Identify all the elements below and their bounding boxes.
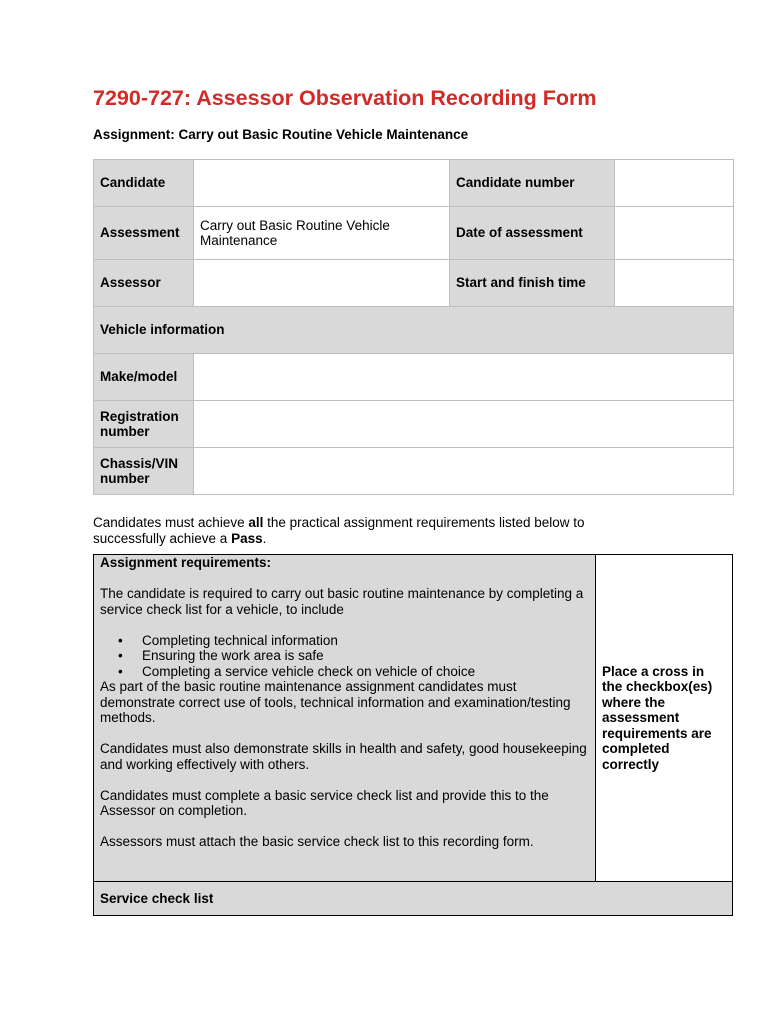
requirements-heading: Assignment requirements: [100,555,272,570]
requirements-paragraph-safety: Candidates must also demonstrate skills in health and safety, good housekeeping and working effectively with others. [100,741,587,772]
date-of-assessment-field[interactable] [615,207,734,260]
assessment-field[interactable]: Carry out Basic Routine Vehicle Maintenance [194,207,450,260]
service-check-list-row [94,881,732,915]
date-of-assessment-label: Date of assessment [450,207,615,260]
pass-criteria-text [93,515,633,546]
registration-number-field[interactable] [194,401,734,448]
make-model-label: Make/model [94,354,194,401]
checkbox-instruction-text: Place a cross in the checkbox(es) where the assessment requirements are completed correctly [602,663,713,772]
chassis-vin-label: Chassis/VIN number [94,448,194,495]
assignment-requirements-table [93,554,733,916]
requirements-paragraph-attach: Assessors must attach the basic service check list to this recording form. [100,834,534,849]
candidate-number-label: Candidate number [450,160,615,207]
service-check-list-label: Service check list [100,891,214,906]
assessor-label: Assessor [94,260,194,307]
requirements-intro-paragraph: The candidate is required to carry out basic routine maintenance by completing a service check list for a vehicle, to include [100,586,584,617]
candidate-info-table [93,159,734,495]
list-item: • Completing technical information [142,633,589,649]
list-item: • Ensuring the work area is safe [142,648,589,664]
assessment-label: Assessment [94,207,194,260]
make-model-field[interactable] [194,354,734,401]
page-title: 7290-727: Assessor Observation Recording Form [93,86,597,110]
requirements-cell [94,555,596,881]
intro-emphasis-all: all [248,515,264,530]
requirements-paragraph-checklist: Candidates must complete a basic service check list and provide this to the Assessor on completion. [100,787,549,818]
requirements-paragraph-tools: As part of the basic routine maintenance assignment candidates must demonstrate correct use of tools, technical information and examination/testing methods. [100,679,571,725]
chassis-vin-field[interactable] [194,448,734,495]
candidate-number-field[interactable] [615,160,734,207]
vehicle-information-heading: Vehicle information [94,307,734,354]
assessor-field[interactable] [194,260,450,307]
intro-text-start: Candidates must achieve [93,515,249,530]
start-finish-time-field[interactable] [615,260,734,307]
assignment-subtitle: Assignment: Carry out Basic Routine Vehicle Maintenance [93,127,469,142]
requirements-bullet-list [100,633,589,680]
candidate-field[interactable] [194,160,450,207]
registration-number-label: Registration number [94,401,194,448]
start-finish-time-label: Start and finish time [450,260,615,307]
intro-text-end: . [262,530,267,546]
checkbox-instruction-cell[interactable] [596,555,732,881]
intro-text-middle: the practical assignment requirements listed below to successfully achieve a [93,515,585,546]
candidate-label: Candidate [94,160,194,207]
list-item: • Completing a service vehicle check on vehicle of choice [142,664,589,680]
intro-emphasis-pass: Pass [231,530,263,546]
